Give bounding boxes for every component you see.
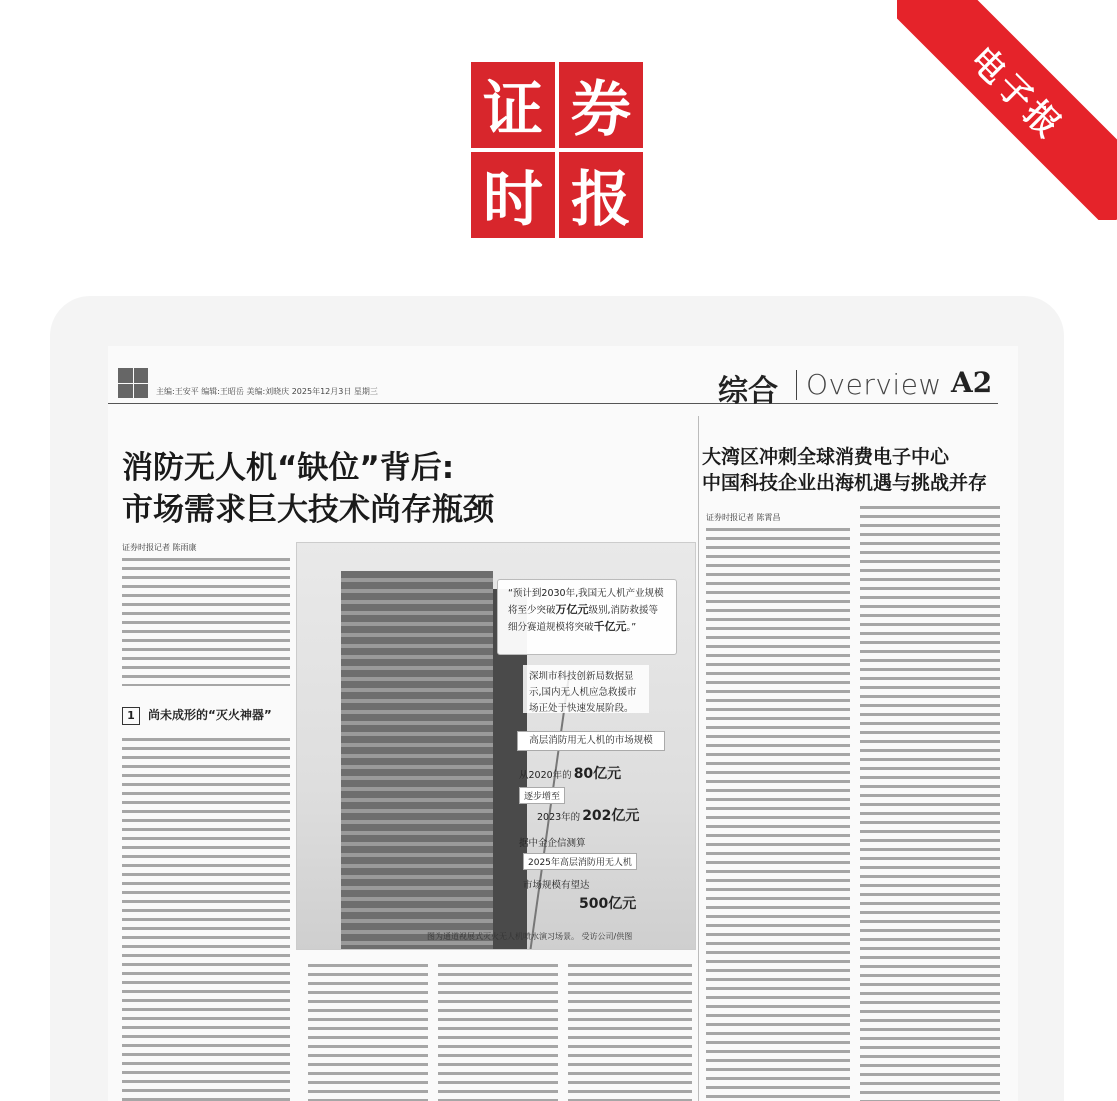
tower-building — [341, 571, 493, 950]
brand-logo — [471, 62, 643, 234]
logo-cell: 券 — [559, 62, 643, 148]
article1-headline-line2: 市场需求巨大技术尚存瓶颈 — [122, 492, 494, 528]
ribbon-label: 电子报 — [962, 39, 1071, 148]
mini-logo-icon — [118, 368, 148, 398]
article1-byline: 证券时报记者 陈雨康 — [122, 543, 197, 552]
stat-growth-tag: 逐步增至 — [519, 787, 565, 804]
quote-callout: “预计到2030年,我国无人机产业规模将至少突破万亿元级别,消防救援等细分赛道规模将突破千亿元。” — [497, 579, 677, 655]
article1-subhead: 1 尚未成形的“灭火神器” — [122, 706, 272, 725]
stats-title: 高层消防用无人机的市场规模 — [517, 731, 665, 751]
newspaper-card[interactable] — [50, 296, 1064, 1101]
info-callout: 深圳市科技创新局数据显示,国内无人机应急救援市场正处于快速发展阶段。 — [523, 665, 649, 713]
e-paper-ribbon[interactable] — [897, 0, 1117, 220]
article2-byline: 证券时报记者 陈霄昌 — [706, 513, 781, 522]
photo-caption: 图为通道视展式灭火无人机喷水演习场景。 受访公司/供图 — [427, 932, 633, 941]
article1-photo — [296, 542, 696, 950]
corner-ribbon — [897, 0, 1117, 220]
section-name-en: Overview — [806, 368, 942, 401]
section-name: 综合 — [718, 374, 778, 409]
stat-2023: 2023年的 202亿元 — [537, 808, 640, 824]
article2-body-text — [706, 528, 850, 1101]
stats-source: 据中金企信测算 — [519, 838, 586, 849]
masthead-meta: 主编:王安平 编辑:王昭岳 美编:刘晓庆 2025年12月3日 星期三 — [156, 387, 378, 396]
article1-body-text — [122, 738, 290, 1101]
page-number: A2 — [951, 366, 993, 399]
logo-cell: 报 — [559, 152, 643, 238]
article1-body-text-4 — [568, 964, 692, 1101]
article2-body-text-2 — [860, 506, 1000, 1101]
logo-cell: 时 — [471, 152, 555, 238]
logo-cell: 证 — [471, 62, 555, 148]
column-rule — [698, 416, 699, 1101]
forecast-value: 500亿元 — [579, 896, 637, 912]
stat-2020: 从2020年的 80亿元 — [519, 766, 622, 782]
article1-body-text-2 — [308, 964, 428, 1101]
section-divider — [796, 370, 797, 400]
article1-headline-line1: 消防无人机“缺位”背后: — [122, 450, 455, 486]
page-masthead — [108, 364, 998, 409]
article2-headline-line1: 大湾区冲刺全球消费电子中心 — [702, 446, 950, 468]
newspaper-page — [108, 346, 1018, 1101]
article1-intro-text — [122, 558, 290, 686]
forecast-prefix: 市场规模有望达 — [523, 880, 590, 891]
subhead-number: 1 — [122, 707, 140, 725]
forecast-label: 2025年高层消防用无人机 — [523, 853, 637, 870]
article1-body-text-3 — [438, 964, 558, 1101]
article2-headline-line2: 中国科技企业出海机遇与挑战并存 — [702, 472, 988, 494]
